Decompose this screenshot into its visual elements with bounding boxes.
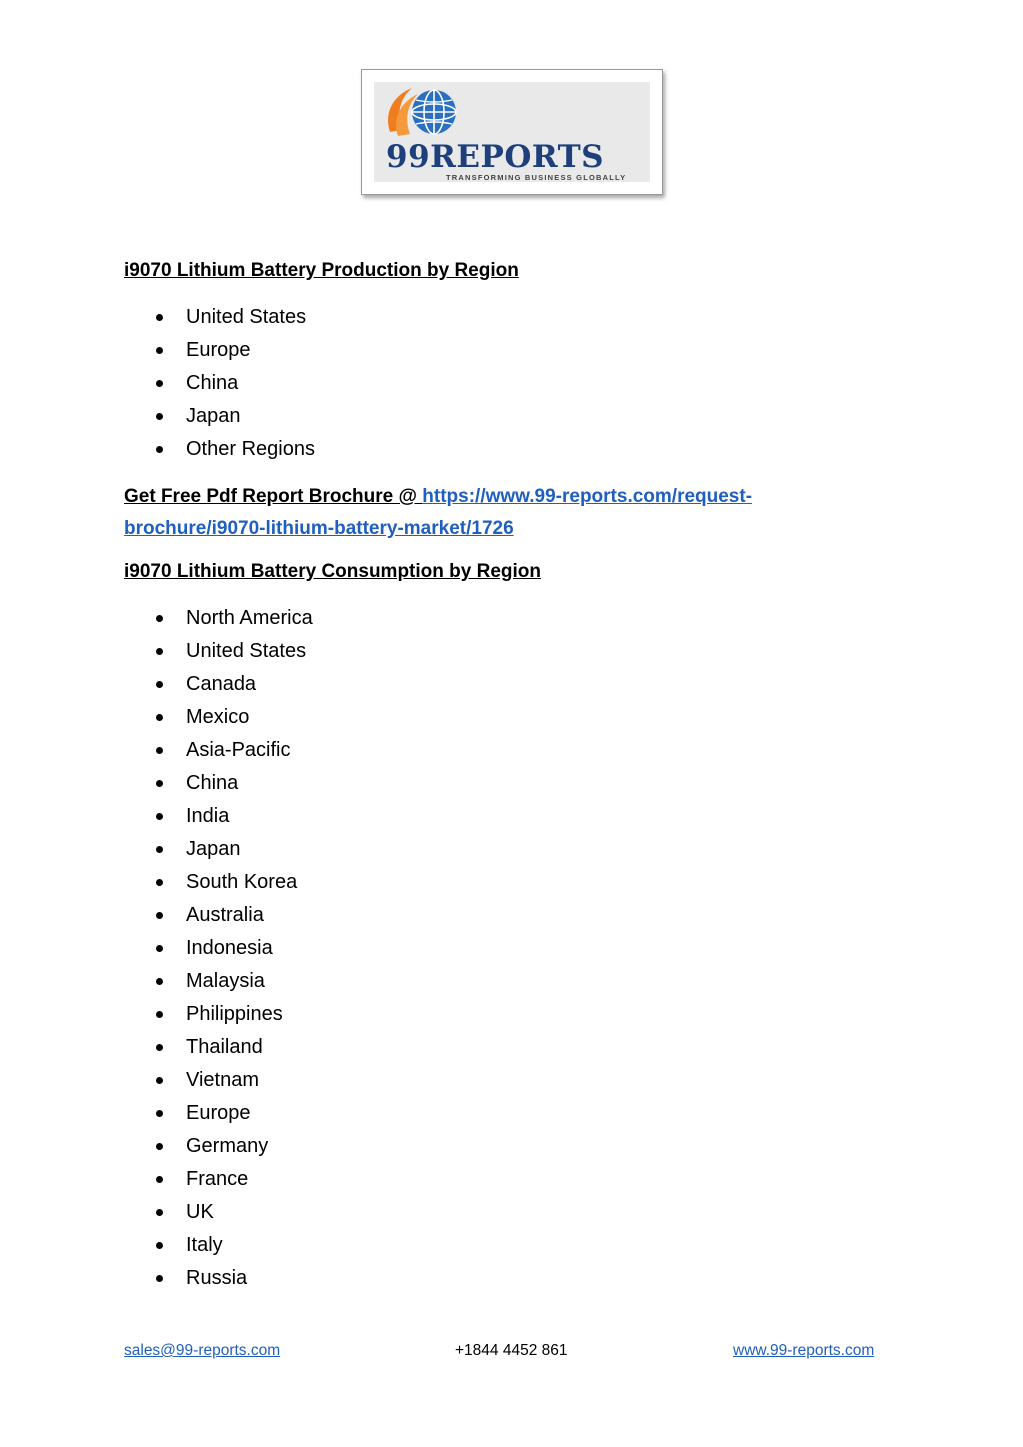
bullet-icon bbox=[156, 879, 163, 886]
bullet-icon bbox=[156, 615, 163, 622]
list-item bbox=[124, 833, 313, 866]
list-item-label: Indonesia bbox=[186, 937, 273, 959]
list-item bbox=[124, 433, 315, 466]
footer-email-link[interactable]: sales@99-reports.com bbox=[124, 1342, 281, 1359]
logo bbox=[374, 82, 650, 182]
bullet-icon bbox=[156, 347, 163, 354]
list-item bbox=[124, 701, 313, 734]
list-item bbox=[124, 998, 313, 1031]
list-item-label: North America bbox=[186, 607, 313, 629]
list-item-label: Other Regions bbox=[186, 438, 315, 460]
list-item bbox=[124, 367, 315, 400]
bullet-icon bbox=[156, 413, 163, 420]
list-item bbox=[124, 1229, 313, 1262]
list-item-label: Russia bbox=[186, 1267, 248, 1289]
list-item-label: Europe bbox=[186, 339, 251, 361]
bullet-icon bbox=[156, 747, 163, 754]
bullet-icon bbox=[156, 1077, 163, 1084]
list-item bbox=[124, 899, 313, 932]
list-item bbox=[124, 932, 313, 965]
bullet-icon bbox=[156, 1110, 163, 1117]
brochure-link[interactable]: https://www.99-reports.com/request-brochure/i9070-lithium-battery-market/1726 bbox=[124, 486, 753, 539]
bullet-icon bbox=[156, 1143, 163, 1150]
logo-wordmark: 99REPORTS bbox=[386, 139, 605, 175]
list-item bbox=[124, 635, 313, 668]
list-item-label: China bbox=[186, 372, 239, 394]
list-item-label: India bbox=[186, 805, 230, 827]
production-heading: i9070 Lithium Battery Production by Region bbox=[124, 260, 519, 281]
bullet-icon bbox=[156, 446, 163, 453]
list-item-label: South Korea bbox=[186, 871, 298, 893]
bullet-icon bbox=[156, 780, 163, 787]
list-item bbox=[124, 1130, 313, 1163]
bullet-icon bbox=[156, 912, 163, 919]
bullet-icon bbox=[156, 1275, 163, 1282]
list-item-label: Philippines bbox=[186, 1003, 283, 1025]
list-item-label: China bbox=[186, 772, 239, 794]
list-item bbox=[124, 602, 313, 635]
list-item-label: Japan bbox=[186, 405, 241, 427]
list-item-label: Germany bbox=[186, 1135, 269, 1157]
list-item bbox=[124, 1163, 313, 1196]
list-item-label: Mexico bbox=[186, 706, 250, 728]
logo-tagline: TRANSFORMING BUSINESS GLOBALLY bbox=[446, 173, 627, 182]
bullet-icon bbox=[156, 314, 163, 321]
bullet-icon bbox=[156, 648, 163, 655]
list-item-label: Malaysia bbox=[186, 970, 265, 992]
list-item-label: United States bbox=[186, 306, 307, 328]
list-item-label: Australia bbox=[186, 904, 264, 926]
production-region-list bbox=[124, 301, 315, 466]
bullet-icon bbox=[156, 380, 163, 387]
bullet-icon bbox=[156, 714, 163, 721]
list-item bbox=[124, 1031, 313, 1064]
footer-phone: +1844 4452 861 bbox=[455, 1342, 568, 1359]
list-item bbox=[124, 1064, 313, 1097]
brochure-label: Get Free Pdf Report Brochure @ bbox=[124, 486, 423, 507]
list-item bbox=[124, 301, 315, 334]
list-item-label: Thailand bbox=[186, 1036, 263, 1058]
list-item bbox=[124, 400, 315, 433]
consumption-region-list bbox=[124, 602, 313, 1295]
list-item-label: UK bbox=[186, 1201, 214, 1223]
bullet-icon bbox=[156, 1176, 163, 1183]
list-item-label: Japan bbox=[186, 838, 241, 860]
bullet-icon bbox=[156, 1242, 163, 1249]
list-item bbox=[124, 767, 313, 800]
consumption-heading: i9070 Lithium Battery Consumption by Region bbox=[124, 561, 541, 582]
list-item bbox=[124, 800, 313, 833]
list-item-label: Vietnam bbox=[186, 1069, 260, 1091]
globe-logo-icon bbox=[382, 84, 462, 144]
bullet-icon bbox=[156, 681, 163, 688]
bullet-icon bbox=[156, 1011, 163, 1018]
logo-frame bbox=[361, 69, 663, 195]
list-item bbox=[124, 734, 313, 767]
bullet-icon bbox=[156, 1044, 163, 1051]
list-item bbox=[124, 334, 315, 367]
list-item bbox=[124, 1262, 313, 1295]
list-item bbox=[124, 965, 313, 998]
list-item-label: France bbox=[186, 1168, 249, 1190]
bullet-icon bbox=[156, 813, 163, 820]
list-item-label: Europe bbox=[186, 1102, 251, 1124]
bullet-icon bbox=[156, 945, 163, 952]
list-item-label: Italy bbox=[186, 1234, 223, 1256]
bullet-icon bbox=[156, 1209, 163, 1216]
list-item bbox=[124, 866, 313, 899]
brochure-paragraph bbox=[124, 481, 884, 545]
list-item-label: Canada bbox=[186, 673, 257, 695]
bullet-icon bbox=[156, 978, 163, 985]
list-item bbox=[124, 1097, 313, 1130]
list-item bbox=[124, 668, 313, 701]
footer-website-link[interactable]: www.99-reports.com bbox=[733, 1342, 875, 1359]
bullet-icon bbox=[156, 846, 163, 853]
list-item-label: Asia-Pacific bbox=[186, 739, 291, 761]
list-item-label: United States bbox=[186, 640, 307, 662]
list-item bbox=[124, 1196, 313, 1229]
